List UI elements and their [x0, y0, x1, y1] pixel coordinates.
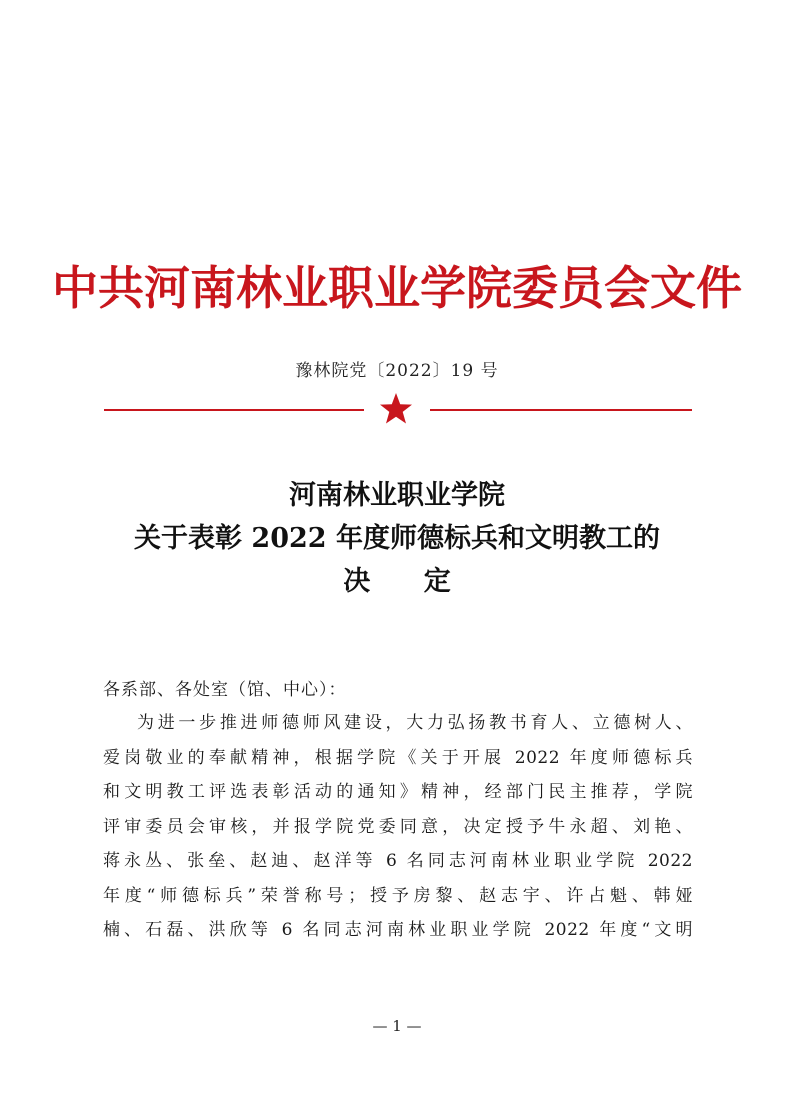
body-paragraph [103, 706, 693, 948]
body-line: 和文明教工评选表彰活动的通知》精神，经部门民主推荐，学院 [103, 782, 693, 802]
body-line: 年度“师德标兵”荣誉称号；授予房黎、赵志宇、许占魁、韩娅 [103, 885, 693, 906]
body-line: 评审委员会审核，并报学院党委同意，决定授予牛永超、刘艳、 [103, 816, 693, 837]
document-number: 豫林院党〔2022〕19 号 [295, 361, 499, 381]
body-line: 蒋永丛、张垒、赵迪、赵洋等 6 名同志河南林业职业学院 2022 [103, 851, 693, 871]
title-line-subject: 关于表彰 2022 年度师德标兵和文明教工的 [134, 523, 660, 554]
red-star-icon [379, 392, 413, 426]
red-divider-left [104, 409, 364, 411]
title-line-institution: 河南林业职业学院 [289, 480, 505, 511]
salutation: 各系部、各处室（馆、中心）： [103, 680, 347, 700]
title-line-decision: 决 定 [343, 566, 473, 597]
body-line: 爱岗敬业的奉献精神，根据学院《关于开展 2022 年度师德标兵 [103, 747, 693, 768]
document-header-title: 中共河南林业职业学院委员会文件 [52, 261, 742, 315]
body-line: 为进一步推进师德师风建设，大力弘扬教书育人、立德树人、 [137, 713, 693, 733]
page-number: — 1 — [372, 1017, 422, 1035]
document-title [0, 474, 794, 603]
body-line: 楠、石磊、洪欣等 6 名同志河南林业职业学院 2022 年度“文明 [103, 920, 693, 940]
red-divider-right [430, 409, 692, 411]
